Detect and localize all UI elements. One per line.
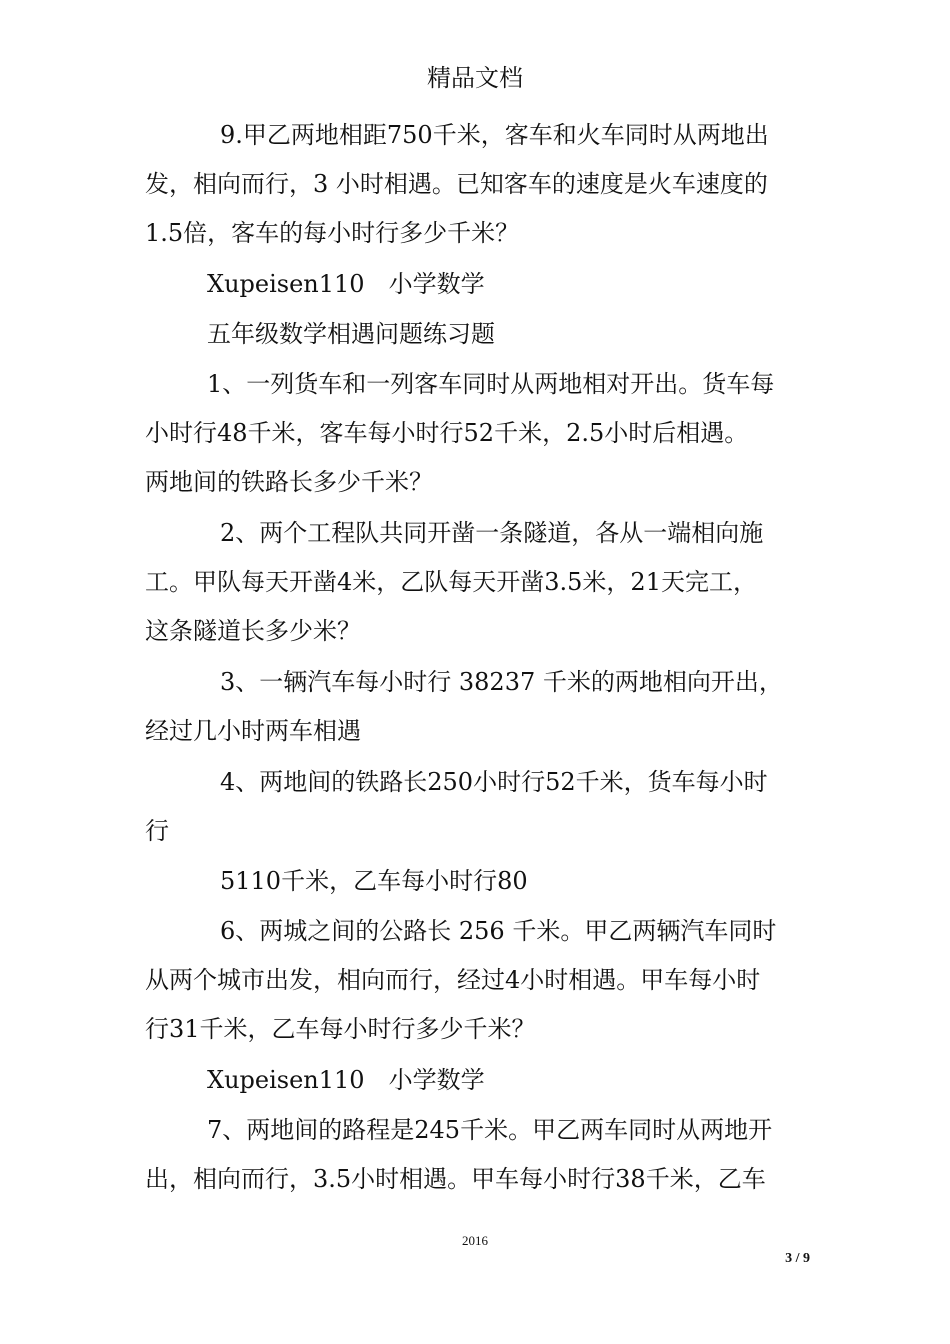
text-line: 1.5倍，客车的每小时行多少千米？	[145, 219, 520, 247]
text-line: Xupeisen110 小学数学	[207, 270, 485, 298]
page-header: 精品文档	[427, 64, 523, 92]
page-number: 3 / 9	[785, 1251, 810, 1266]
text-line: 9.甲乙两地相距750千米，客车和火车同时从两地出	[220, 121, 769, 149]
section-title: 五年级数学相遇问题练习题	[207, 320, 495, 348]
text-line: 7、两地间的路程是245千米。甲乙两车同时从两地开	[207, 1116, 773, 1144]
text-line: 行	[145, 817, 169, 845]
text-line: 2、两个工程队共同开凿一条隧道，各从一端相向施	[220, 519, 764, 547]
footer-year: 2016	[462, 1233, 488, 1248]
text-line: 5110千米，乙车每小时行80	[220, 867, 528, 895]
text-line: Xupeisen110 小学数学	[207, 1066, 485, 1094]
text-line: 3、一辆汽车每小时行 38237 千米的两地相向开出，	[220, 668, 783, 696]
text-line: 发，相向而行，3 小时相遇。已知客车的速度是火车速度的	[145, 170, 768, 198]
text-line: 出，相向而行，3.5小时相遇。甲车每小时行38千米，乙车	[145, 1165, 766, 1193]
text-line: 从两个城市出发，相向而行，经过4小时相遇。甲车每小时	[145, 966, 761, 994]
text-line: 4、两地间的铁路长250小时行52千米，货车每小时	[220, 768, 768, 796]
text-line: 小时行48千米，客车每小时行52千米，2.5小时后相遇。	[145, 419, 749, 447]
text-line: 经过几小时两车相遇	[145, 717, 361, 745]
text-line: 行31千米，乙车每小时行多少千米？	[145, 1015, 536, 1043]
text-line: 1、一列货车和一列客车同时从两地相对开出。货车每	[207, 370, 775, 398]
text-line: 6、两城之间的公路长 256 千米。甲乙两辆汽车同时	[220, 917, 777, 945]
text-line: 两地间的铁路长多少千米？	[145, 468, 433, 496]
text-line: 这条隧道长多少米？	[145, 617, 361, 645]
text-line: 工。甲队每天开凿4米，乙队每天开凿3.5米，21天完工，	[145, 568, 757, 596]
